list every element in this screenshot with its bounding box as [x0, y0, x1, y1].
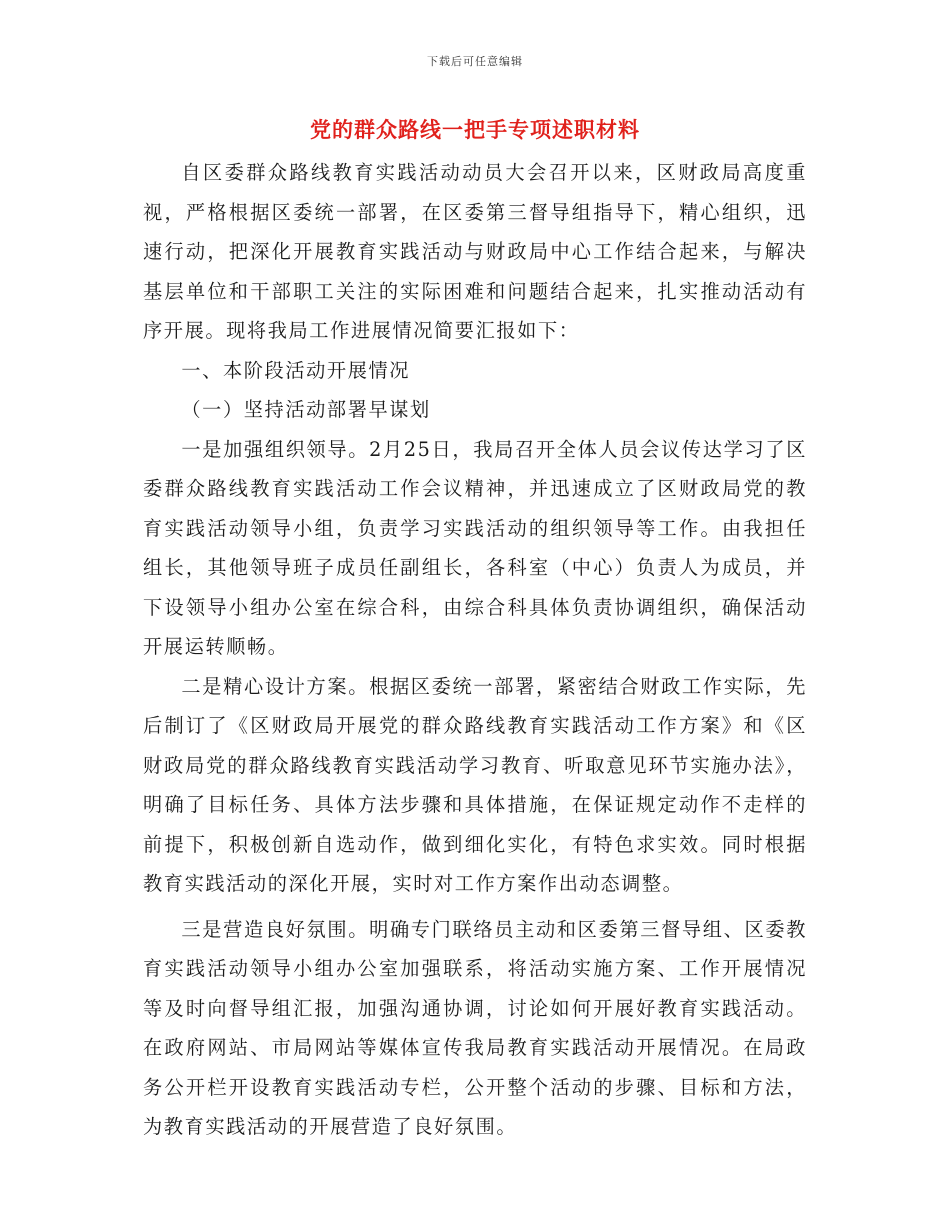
- header-note: 下载后可任意编辑: [427, 55, 523, 68]
- subsection-heading: （一）坚持活动部署早谋划: [181, 398, 431, 421]
- paragraph-organization: 一是加强组织领导。2月25日，我局召开全体人员会议传达学习了区委群众路线教育实践活动工作会议精神，并迅速成立了区财政局党的教育实践活动领导小组，负责学习实践活动的组织领导等工作。由我担任组长，其他领导班子成员任副组长，各科室（中心）负责人为成员，并下设领导小组办公室在综合科，由综合科具体负责协调组织，确保活动开展运转顺畅。: [143, 437, 807, 658]
- paragraph-atmosphere: 三是营造良好氛围。明确专门联络员主动和区委第三督导组、区委教育实践活动领导小组办公室加强联系，将活动实施方案、工作开展情况等及时向督导组汇报，加强沟通协调，讨论如何开展好教育实践活动。在政府网站、市局网站等媒体宣传我局教育实践活动开展情况。在局政务公开栏开设教育实践活动专栏，公开整个活动的步骤、目标和方法，为教育实践活动的开展营造了良好氛围。: [143, 917, 807, 1138]
- paragraph-intro: 自区委群众路线教育实践活动动员大会召开以来，区财政局高度重视，严格根据区委统一部署，在区委第三督导组指导下，精心组织，迅速行动，把深化开展教育实践活动与财政局中心工作结合起来，与解决基层单位和干部职工关注的实际困难和问题结合起来，扎实推动活动有序开展。现将我局工作进展情况简要汇报如下：: [143, 161, 807, 342]
- document-body: [143, 153, 807, 1147]
- section-heading: 一、本阶段活动开展情况: [181, 358, 411, 382]
- paragraph-plan: 二是精心设计方案。根据区委统一部署，紧密结合财政工作实际，先后制订了《区财政局开展党的群众路线教育实践活动工作方案》和《区财政局党的群众路线教育实践活动学习教育、听取意见环节实施办法》，明确了目标任务、具体方法步骤和具体措施，在保证规定动作不走样的前提下，积极创新自选动作，做到细化实化，有特色求实效。同时根据教育实践活动的深化开展，实时对工作方案作出动态调整。: [143, 674, 807, 895]
- document-title: 党的群众路线一把手专项述职材料: [310, 117, 640, 142]
